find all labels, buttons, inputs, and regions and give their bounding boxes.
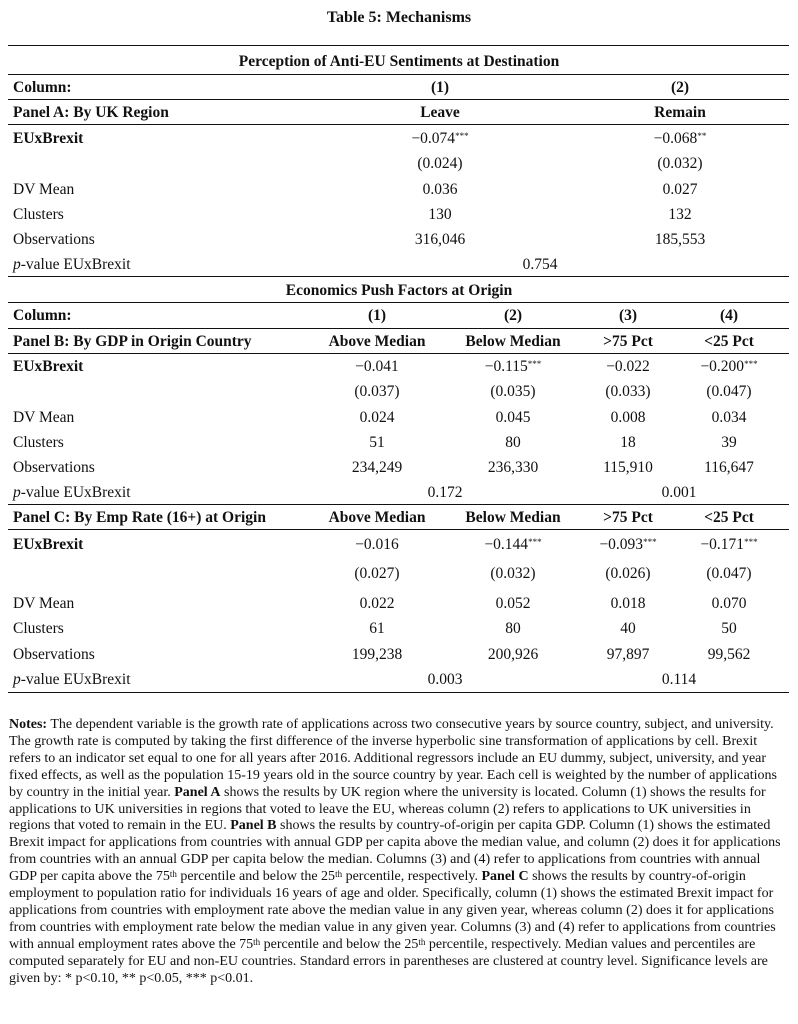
notes-text: percentile, respectively. <box>342 869 482 885</box>
notes-text: The dependent variable is the growth rate of applications across two consecutive years by source country, subject, and university. The growth rate is computed by taking the first difference of the inverse hyperbolic sine transformation of applications by cell. Brexit refers to an indicator set equal to one for all years after 2016. Additional regressors include an EU dummy, subject, university, and year fixed effects, as well as the population 15-19 years old in the source country by year. Each cell is weighted by the number of applications by country in the initial year. <box>9 717 777 800</box>
header: Below Median <box>465 509 561 526</box>
pval-value: 0.001 <box>661 484 697 501</box>
se-value: (0.032) <box>657 155 703 172</box>
superscript: th <box>335 869 343 880</box>
row-label-clusters: Clusters <box>13 620 64 637</box>
obs-value: 185,553 <box>654 231 706 248</box>
stars: *** <box>527 359 542 369</box>
stars: *** <box>455 131 469 141</box>
row-label-clusters: Clusters <box>13 434 64 451</box>
clusters-value: 80 <box>505 434 521 451</box>
pval-value: 0.114 <box>661 671 697 688</box>
se-value: (0.026) <box>605 565 651 582</box>
clusters-value: 80 <box>505 620 521 637</box>
rule <box>8 302 789 303</box>
notes-text: percentile and below the 25 <box>260 936 419 952</box>
row-label-obs: Observations <box>13 646 95 663</box>
notes-panel-b: Panel B <box>230 818 277 834</box>
row-label-dvmean: DV Mean <box>13 409 75 426</box>
se-value: (0.037) <box>354 383 400 400</box>
clusters-value: 18 <box>620 434 636 451</box>
dvmean-value: 0.034 <box>711 409 747 426</box>
pval-value: 0.172 <box>427 484 463 501</box>
coef-cell <box>485 358 542 376</box>
row-label-pval <box>13 256 131 274</box>
row-label-clusters: Clusters <box>13 206 64 223</box>
panel-a-label: Panel A: By UK Region <box>13 104 169 121</box>
pval-label-rest: -value EUxBrexit <box>20 671 131 688</box>
col-2: (2) <box>503 307 523 324</box>
coef-cell <box>484 536 541 554</box>
pval-label-rest: -value EUxBrexit <box>20 256 131 273</box>
coef-cell <box>606 358 650 376</box>
clusters-value: 39 <box>721 434 737 451</box>
superscript: th <box>169 869 177 880</box>
coef-cell <box>355 536 399 554</box>
header: >75 Pct <box>603 333 653 350</box>
row-label-coef: EUxBrexit <box>13 358 84 375</box>
header: Above Median <box>328 333 426 350</box>
col-4: (4) <box>719 307 739 324</box>
coef-value: −0.200 <box>700 358 745 375</box>
notes-panel-a: Panel A <box>174 784 221 800</box>
dvmean-value: 0.018 <box>610 595 646 612</box>
row-label-dvmean: DV Mean <box>13 181 75 198</box>
row-label-pval <box>13 671 131 689</box>
header-leave: Leave <box>420 104 460 121</box>
se-value: (0.024) <box>417 155 463 172</box>
dvmean-value: 0.022 <box>359 595 395 612</box>
dvmean-value: 0.027 <box>662 181 698 198</box>
rule <box>8 99 789 100</box>
p-italic: p <box>13 256 21 273</box>
section1-title: Perception of Anti-EU Sentiments at Destination <box>238 53 560 70</box>
row-label-obs: Observations <box>13 459 95 476</box>
notes-text: percentile, respectively. Median values and percentiles are computed separately for EU and non-EU countries. Standard errors in parentheses are clustered at country level. Significance levels are given by: * p<0.10, ** p<0.05, *** p<0.01. <box>9 936 768 986</box>
se-value: (0.027) <box>354 565 400 582</box>
stars: ** <box>697 131 707 141</box>
notes-text: shows the results by country-of-origin per capita GDP. Column (1) shows the estimated Brexit impact for applications from countries with annual GDP per capita above the median value, and column (2) does it for applications from countries with an annual GDP per capita below the median. Columns (3) and (4) refer to applications from countries with annual GDP per capita above the 75 <box>9 818 781 885</box>
obs-value: 234,249 <box>351 459 403 476</box>
obs-value: 200,926 <box>487 646 539 663</box>
coef-value: −0.068 <box>653 130 698 147</box>
stars: *** <box>643 537 657 547</box>
coef-cell <box>700 358 757 376</box>
obs-value: 199,238 <box>351 646 403 663</box>
stars: *** <box>744 359 758 369</box>
dvmean-value: 0.024 <box>359 409 395 426</box>
coef-cell <box>411 130 468 148</box>
se-value: (0.033) <box>605 383 651 400</box>
rule-top <box>8 45 789 46</box>
column-label: Column: <box>13 307 72 324</box>
section2-title: Economics Push Factors at Origin <box>285 282 513 299</box>
rule <box>8 353 789 354</box>
superscript: th <box>418 936 426 947</box>
clusters-value: 50 <box>721 620 737 637</box>
header: Below Median <box>465 333 561 350</box>
row-label-obs: Observations <box>13 231 95 248</box>
dvmean-value: 0.008 <box>610 409 646 426</box>
dvmean-value: 0.045 <box>495 409 531 426</box>
table-title: Table 5: Mechanisms <box>326 9 472 26</box>
panel-b-label: Panel B: By GDP in Origin Country <box>13 333 252 350</box>
coef-value: −0.144 <box>484 536 529 553</box>
clusters-value: 40 <box>620 620 636 637</box>
p-italic: p <box>13 484 21 501</box>
obs-value: 116,647 <box>704 459 754 476</box>
coef-cell <box>355 358 399 376</box>
p-italic: p <box>13 671 21 688</box>
rule <box>8 328 789 329</box>
se-value: (0.032) <box>490 565 536 582</box>
header: >75 Pct <box>603 509 653 526</box>
coef-cell <box>599 536 656 554</box>
column-label: Column: <box>13 79 72 96</box>
coef-cell <box>654 130 707 148</box>
dvmean-value: 0.070 <box>711 595 747 612</box>
coef-value: −0.074 <box>411 130 456 147</box>
notes-panel-c: Panel C <box>481 869 529 885</box>
obs-value: 316,046 <box>414 231 466 248</box>
panel-c-label: Panel C: By Emp Rate (16+) at Origin <box>13 509 266 526</box>
clusters-value: 132 <box>668 206 692 223</box>
notes-text: shows the results by UK region where the university is located. Column (1) shows the results for applications to UK universities in regions that voted to leave the EU, whereas column (2) refers to applications to UK universities in regions that voted to remain in the EU. <box>9 784 766 834</box>
row-label-dvmean: DV Mean <box>13 595 75 612</box>
notes-text: shows the results by country-of-origin employment to population ratio for individuals 16 years of age and older. Specifically, column (1) shows the estimated Brexit impact for applications from countries with employment rate above the median value in any given year, whereas column (2) does it for applications from countries with employment rate below the median value in any given year. Columns (3) and (4) refer to applications from countries with annual employment rates above the 75 <box>9 869 776 952</box>
coef-value: −0.022 <box>606 358 650 375</box>
rule-bottom <box>8 692 789 693</box>
rule <box>8 74 789 75</box>
rule <box>8 276 789 277</box>
obs-value: 99,562 <box>707 646 751 663</box>
col-1: (1) <box>430 79 450 96</box>
row-label-coef: EUxBrexit <box>13 536 84 553</box>
row-label-pval <box>13 484 131 502</box>
table-notes <box>9 717 789 988</box>
clusters-value: 51 <box>369 434 385 451</box>
notes-label: Notes: <box>9 717 48 732</box>
se-value: (0.047) <box>706 565 752 582</box>
row-label-coef: EUxBrexit <box>13 130 84 147</box>
col-2: (2) <box>670 79 690 96</box>
rule <box>8 504 789 505</box>
coef-value: −0.016 <box>355 536 399 553</box>
obs-value: 236,330 <box>487 459 539 476</box>
clusters-value: 130 <box>428 206 452 223</box>
rule <box>8 124 789 125</box>
clusters-value: 61 <box>369 620 385 637</box>
pval-value: 0.003 <box>427 671 463 688</box>
se-value: (0.035) <box>490 383 536 400</box>
coef-value: −0.115 <box>484 358 528 375</box>
superscript: th <box>253 936 261 947</box>
dvmean-value: 0.036 <box>422 181 458 198</box>
notes-text: percentile and below the 25 <box>176 869 336 885</box>
pval-value: 0.754 <box>522 256 558 273</box>
obs-value: 97,897 <box>606 646 650 663</box>
header: Above Median <box>328 509 426 526</box>
se-value: (0.047) <box>706 383 752 400</box>
coef-value: −0.093 <box>599 536 644 553</box>
stars: *** <box>744 537 758 547</box>
stars: *** <box>528 537 542 547</box>
pval-label-rest: -value EUxBrexit <box>20 484 131 501</box>
header: <25 Pct <box>704 509 754 526</box>
rule <box>8 529 789 530</box>
coef-cell <box>700 536 757 554</box>
col-1: (1) <box>367 307 387 324</box>
header-remain: Remain <box>654 104 706 121</box>
col-3: (3) <box>618 307 638 324</box>
header: <25 Pct <box>704 333 754 350</box>
coef-value: −0.041 <box>355 358 399 375</box>
obs-value: 115,910 <box>603 459 653 476</box>
coef-value: −0.171 <box>700 536 745 553</box>
dvmean-value: 0.052 <box>495 595 531 612</box>
